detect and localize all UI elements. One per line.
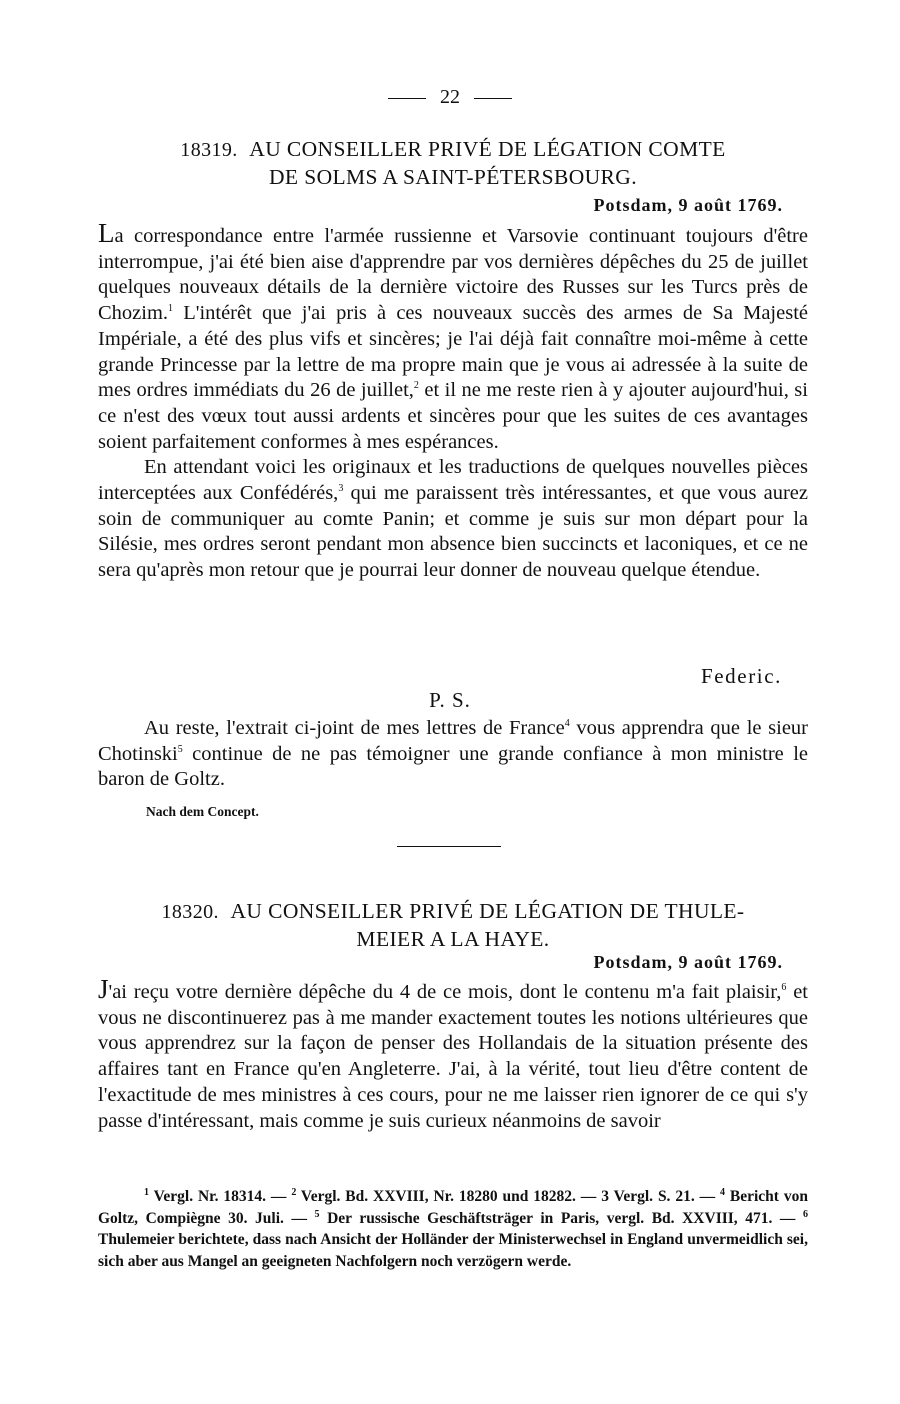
footnote-ref: 6: [781, 982, 787, 994]
source-note: Nach dem Concept.: [146, 804, 259, 819]
footnote-3: 3 Vergl. S. 21. —: [601, 1188, 720, 1205]
footnote-ref: 3: [338, 483, 344, 495]
letter-heading: [98, 898, 808, 953]
footnotes: [98, 1186, 808, 1272]
footnote-mark: 6: [802, 1208, 808, 1220]
section-divider: [397, 846, 501, 847]
letter-body: [98, 974, 808, 1134]
footnote-mark: 5: [314, 1208, 320, 1220]
dateline: Potsdam, 9 août 1769.: [593, 195, 783, 215]
footnote-mark: 2: [291, 1186, 297, 1198]
letter-heading-line1: [98, 136, 808, 164]
paragraph: [98, 218, 808, 455]
dateline: Potsdam, 9 août 1769.: [593, 952, 783, 972]
footnote-mark: 1: [144, 1186, 149, 1198]
footnote-4: Bericht von Goltz, Compiègne 30. Juli. —: [98, 1188, 808, 1227]
letter-number: 18320.: [161, 901, 219, 923]
footnote-1: Vergl. Nr. 18314. —: [149, 1188, 292, 1205]
letter-heading-line2: MEIER A LA HAYE.: [356, 927, 550, 951]
drop-initial: L: [98, 218, 115, 248]
letter-heading-line2: DE SOLMS A SAINT-PÉTERSBOURG.: [268, 165, 637, 189]
letter-heading-text: AU CONSEILLER PRIVÉ DE LÉGATION COMTE: [249, 137, 726, 161]
text-run: a correspondance entre l'armée russienne et Varsovie continuant toujours d'être interrompue, j'ai été bien aise d'apprendre par vos dernières dépêches du 25 de juillet quelques nouveaux détails de la dernière victoire des Russes sur les Turcs près de Chozim.: [98, 225, 808, 325]
drop-initial: J: [98, 974, 109, 1004]
footnote-2: Vergl. Bd. XXVIII, Nr. 18280 und 18282. —: [296, 1188, 602, 1205]
footnote-ref: 4: [564, 718, 570, 730]
right-dash: [474, 98, 512, 99]
text-run: et il ne me reste rien à y ajouter aujourd'hui, si ce n'est des vœux tout aussi ardents et sincères pour que les suites de ces avantages soient parfaitement conformes à mes espérances.: [98, 379, 808, 453]
text-run: continue de ne pas témoigner une grande confiance à mon ministre le baron de Goltz.: [98, 742, 808, 791]
footnote-ref: 2: [413, 380, 419, 392]
footnote-5: Der russische Geschäftsträger in Paris, vergl. Bd. XXVIII, 471. —: [319, 1209, 803, 1227]
letter-number: 18319.: [180, 139, 238, 161]
text-run: 'ai reçu votre dernière dépêche du 4 de ce mois, dont le contenu m'a fait plaisir,: [108, 981, 782, 1003]
letter-heading-line1: [98, 898, 808, 926]
footnote-ref: 1: [168, 303, 174, 315]
page-number-line: [0, 86, 900, 109]
footnote-block: [98, 1186, 808, 1272]
paragraph: [98, 974, 808, 1134]
text-run: vous apprendra que le sieur Chotinski: [98, 717, 808, 765]
postscript-body: [98, 716, 808, 793]
footnote-ref: 5: [177, 743, 183, 755]
postscript-label: P. S.: [429, 688, 471, 712]
paragraph: [98, 716, 808, 793]
letter-body: [98, 218, 809, 584]
paragraph: [98, 455, 808, 584]
letter-heading: [98, 136, 808, 191]
letter-heading-text: AU CONSEILLER PRIVÉ DE LÉGATION DE THULE-: [230, 899, 745, 923]
text-run: Au reste, l'extrait ci-joint de mes lettres de France: [144, 717, 565, 739]
footnote-mark: 4: [720, 1186, 725, 1198]
left-dash: [388, 98, 426, 99]
text-run: En attendant voici les originaux et les traductions de quelques nouvelles pièces interceptées aux Confédérés,: [98, 456, 808, 505]
text-run: L'intérêt que j'ai pris à ces nouveaux succès des armes de Sa Majesté Impériale, a été des plus vifs et sincères; je l'ai déjà fait connaître moi-même à cette grande Princesse par la lettre de ma propre main que je vous ai adressée à la suite de mes ordres immédiats du 26 de juillet,: [98, 302, 808, 402]
signature: Federic.: [700, 664, 782, 688]
footnote-6: Thulemeier berichtete, dass nach Ansicht der Holländer der Ministerwechsel in England unvermeidlich sei, sich aber aus Mangel an geeigneten Nachfolgern noch verzögern werde.: [98, 1231, 808, 1270]
page-number: 22: [440, 86, 460, 108]
text-run: et vous ne discontinuerez pas à me mander exactement toutes les notions ultérieures que vous apprendrez sur la façon de penser des Hollandais de la situation présente des affaires tant en France qu'en Angleterre. J'ai, à la vérité, tout lieu d'être content de l'exactitude de mes ministres à ces cours, pour ne me laisser rien ignorer de ce qui s'y passe d'intéressant, mais comme je suis curieux néanmoins de savoir: [98, 981, 808, 1132]
text-run: qui me paraissent très intéressantes, et que vous aurez soin de communiquer au comte Panin; et comme je suis sur mon départ pour la Silésie, mes ordres seront pendant mon absence bien succincts et laconiques, et ce ne sera qu'après mon retour que je pourrai leur donner de nouveau quelque étendue.: [98, 482, 809, 582]
